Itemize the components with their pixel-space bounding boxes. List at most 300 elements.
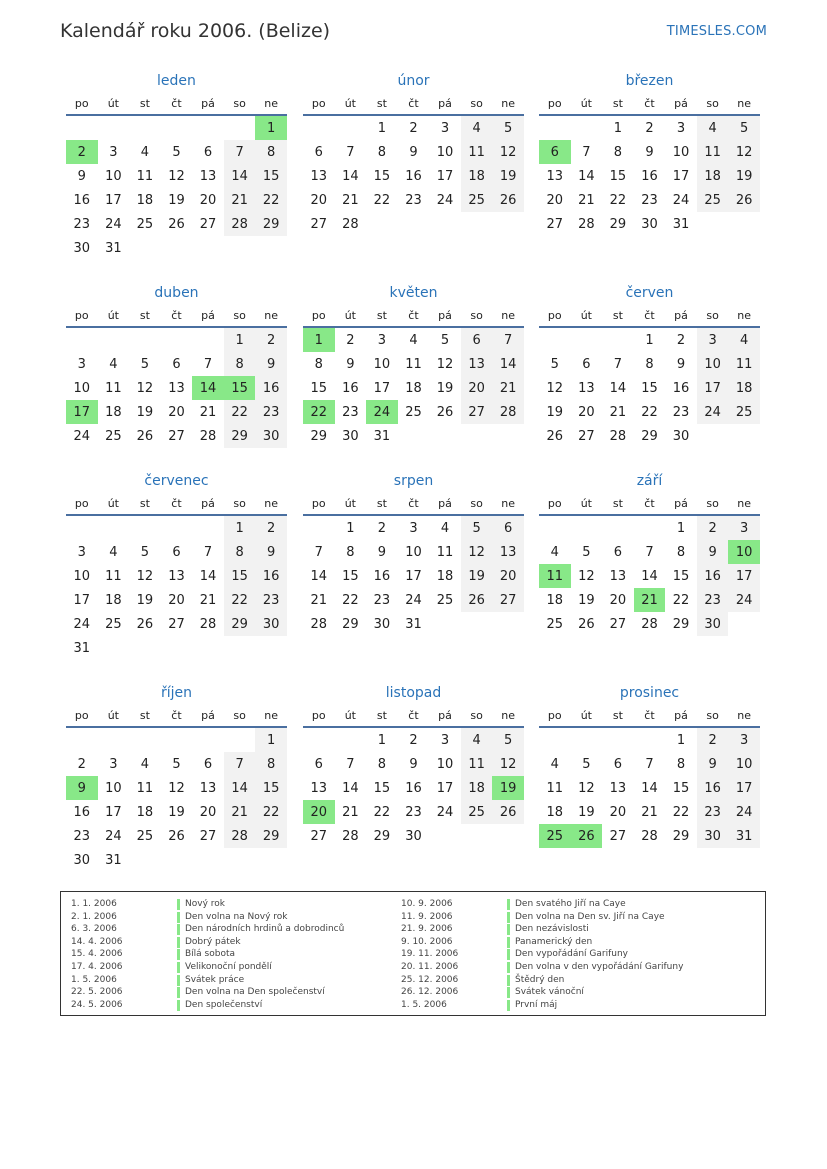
weekday-header <box>66 704 287 728</box>
weekday-label: so <box>470 97 483 110</box>
weekday-label: st <box>139 709 150 722</box>
empty-cell <box>539 516 571 540</box>
day-cell: 22 <box>672 804 690 820</box>
legend-row <box>401 923 683 936</box>
day-cell: 30 <box>342 428 359 444</box>
day-cell: 8 <box>377 144 387 160</box>
day-cell: 5 <box>582 756 591 772</box>
day-cell: 24 <box>728 800 760 824</box>
day-cell: 15 <box>255 164 287 188</box>
day-cell: 9 <box>409 144 418 160</box>
weekday-label: ne <box>501 309 516 322</box>
legend-date: 11. 9. 2006 <box>401 911 453 922</box>
day-cell: 19 <box>168 192 185 208</box>
day-cell: 31 <box>105 240 122 256</box>
empty-cell <box>571 728 603 752</box>
day-grid <box>303 116 524 236</box>
day-cell: 27 <box>199 828 217 844</box>
day-cell: 3 <box>697 328 729 352</box>
day-cell: 11 <box>136 780 154 796</box>
day-cell: 10 <box>672 144 690 160</box>
day-cell: 17 <box>105 804 122 820</box>
day-cell: 3 <box>377 332 387 348</box>
day-cell: 26 <box>492 188 524 212</box>
weekday-label: út <box>344 497 356 510</box>
day-cell: 2 <box>697 728 729 752</box>
holiday-marker-icon <box>177 937 180 948</box>
day-cell: 23 <box>373 592 391 608</box>
day-cell: 17 <box>373 380 391 396</box>
weekday-label: st <box>612 497 623 510</box>
weekday-label: pá <box>438 709 452 722</box>
day-cell: 27 <box>310 216 328 232</box>
day-cell: 28 <box>199 616 217 632</box>
day-cell: 18 <box>461 776 493 800</box>
weekday-label: út <box>344 97 356 110</box>
weekday-label: st <box>139 497 150 510</box>
holiday-marker-icon <box>177 899 180 910</box>
day-cell: 14 <box>641 568 658 584</box>
weekday-header <box>539 492 760 516</box>
weekday-label: st <box>376 497 387 510</box>
day-cell: 28 <box>641 616 658 632</box>
day-cell: 5 <box>440 332 450 348</box>
day-cell: 30 <box>73 852 91 868</box>
day-cell: 12 <box>578 568 595 584</box>
day-cell: 14 <box>492 352 524 376</box>
weekday-label: so <box>706 97 719 110</box>
holiday-legend <box>60 891 766 1016</box>
legend-date: 1. 1. 2006 <box>71 899 117 909</box>
day-cell: 2 <box>346 332 355 348</box>
day-cell: 27 <box>578 428 595 444</box>
empty-cell <box>66 328 98 352</box>
day-cell: 14 <box>224 776 256 800</box>
day-cell: 24 <box>73 428 91 444</box>
weekday-label: út <box>580 309 592 322</box>
day-cell: 11 <box>461 752 493 776</box>
weekday-label: ne <box>737 309 752 322</box>
day-grid <box>66 328 287 448</box>
month-name: prosinec <box>619 685 680 701</box>
day-cell: 19 <box>136 592 154 608</box>
empty-cell <box>192 328 224 352</box>
day-cell: 9 <box>697 540 729 564</box>
day-cell: 18 <box>728 376 760 400</box>
weekday-label: so <box>470 309 483 322</box>
weekday-label: ne <box>264 97 279 110</box>
empty-cell <box>66 728 98 752</box>
day-cell: 25 <box>697 188 729 212</box>
weekday-label: čt <box>171 309 182 322</box>
weekday-label: po <box>74 97 89 110</box>
day-cell: 11 <box>405 356 422 372</box>
day-cell: 3 <box>77 544 86 560</box>
day-cell: 5 <box>582 544 591 560</box>
day-cell: 20 <box>546 192 564 208</box>
day-cell: 1 <box>255 728 287 752</box>
weekday-label: út <box>344 309 356 322</box>
day-cell: 16 <box>641 168 658 184</box>
empty-cell <box>303 516 335 540</box>
day-cell: 29 <box>373 828 391 844</box>
day-cell: 29 <box>255 212 287 236</box>
day-cell: 17 <box>436 780 454 796</box>
day-cell: 8 <box>224 352 256 376</box>
holiday-day-cell: 15 <box>224 376 256 400</box>
month-name: srpen <box>393 473 434 489</box>
brand-logo[interactable]: TIMESLES.COM <box>666 24 767 39</box>
day-cell: 2 <box>377 520 387 536</box>
day-cell: 25 <box>546 616 564 632</box>
day-cell: 3 <box>728 516 760 540</box>
holiday-day-cell: 1 <box>255 116 287 140</box>
day-cell: 5 <box>461 516 493 540</box>
weekday-label: pá <box>438 309 452 322</box>
empty-cell <box>539 328 571 352</box>
legend-holiday-name: Dobrý pátek <box>185 936 241 947</box>
day-cell: 12 <box>136 568 154 584</box>
day-cell: 4 <box>109 356 118 372</box>
day-cell: 20 <box>199 192 217 208</box>
weekday-label: po <box>547 709 562 722</box>
day-cell: 11 <box>105 380 122 396</box>
day-cell: 7 <box>645 544 654 560</box>
legend-date: 26. 12. 2006 <box>401 987 459 998</box>
day-cell: 26 <box>578 616 595 632</box>
weekday-label: st <box>376 709 387 722</box>
day-cell: 15 <box>310 380 328 396</box>
day-cell: 7 <box>203 356 213 372</box>
weekday-header <box>303 492 524 516</box>
day-cell: 20 <box>609 592 627 608</box>
legend-row <box>71 923 344 936</box>
weekday-header <box>539 704 760 728</box>
empty-cell <box>161 516 193 540</box>
holiday-day-cell: 11 <box>539 564 571 588</box>
weekday-label: so <box>706 709 719 722</box>
holiday-day-cell: 20 <box>303 800 335 824</box>
day-cell: 23 <box>73 828 91 844</box>
legend-holiday-name: První máj <box>515 999 558 1010</box>
day-cell: 10 <box>73 380 91 396</box>
day-cell: 22 <box>641 404 658 420</box>
legend-date: 9. 10. 2006 <box>401 936 453 947</box>
empty-cell <box>634 516 666 540</box>
day-cell: 26 <box>136 616 154 632</box>
day-cell: 18 <box>436 568 454 584</box>
empty-cell <box>66 116 98 140</box>
day-grid <box>66 728 287 872</box>
weekday-label: po <box>547 97 562 110</box>
day-cell: 12 <box>546 380 564 396</box>
day-cell: 9 <box>697 752 729 776</box>
legend-row <box>401 999 683 1012</box>
weekday-label: so <box>233 497 246 510</box>
day-cell: 7 <box>492 328 524 352</box>
day-cell: 29 <box>224 424 256 448</box>
day-cell: 6 <box>314 756 323 772</box>
day-cell: 24 <box>728 588 760 612</box>
day-cell: 7 <box>613 356 623 372</box>
weekday-label: pá <box>438 497 452 510</box>
day-cell: 27 <box>461 400 493 424</box>
day-cell: 26 <box>461 588 493 612</box>
day-cell: 13 <box>199 168 217 184</box>
day-cell: 16 <box>342 380 359 396</box>
legend-date: 1. 5. 2006 <box>401 999 447 1010</box>
weekday-label: čt <box>171 97 182 110</box>
day-cell: 5 <box>492 728 524 752</box>
weekday-label: po <box>311 309 326 322</box>
day-cell: 10 <box>436 144 454 160</box>
day-cell: 21 <box>492 376 524 400</box>
day-cell: 3 <box>440 732 450 748</box>
month-name: červen <box>625 285 674 301</box>
day-grid <box>303 516 524 636</box>
day-cell: 21 <box>224 800 256 824</box>
day-cell: 25 <box>136 828 154 844</box>
day-cell: 18 <box>105 592 122 608</box>
day-cell: 6 <box>582 356 591 372</box>
day-cell: 27 <box>609 616 627 632</box>
day-cell: 4 <box>461 116 493 140</box>
day-grid <box>303 328 524 448</box>
month-listopad <box>303 684 524 848</box>
day-cell: 12 <box>492 140 524 164</box>
empty-cell <box>571 116 603 140</box>
day-grid <box>303 728 524 848</box>
holiday-day-cell: 10 <box>728 540 760 564</box>
legend-holiday-name: Svátek vánoční <box>515 987 584 998</box>
day-cell: 2 <box>409 120 418 136</box>
day-cell: 16 <box>697 776 729 800</box>
day-cell: 22 <box>672 592 690 608</box>
day-cell: 14 <box>342 780 359 796</box>
weekday-label: so <box>470 497 483 510</box>
day-cell: 23 <box>73 216 91 232</box>
day-cell: 6 <box>492 516 524 540</box>
day-cell: 5 <box>140 544 150 560</box>
day-cell: 28 <box>224 212 256 236</box>
day-cell: 25 <box>136 216 154 232</box>
day-cell: 14 <box>199 568 217 584</box>
day-cell: 6 <box>461 328 493 352</box>
day-cell: 31 <box>105 852 122 868</box>
day-cell: 12 <box>168 780 185 796</box>
legend-row <box>71 898 344 911</box>
day-cell: 26 <box>436 404 454 420</box>
legend-holiday-name: Štědrý den <box>515 974 565 985</box>
day-cell: 15 <box>672 780 690 796</box>
day-cell: 22 <box>224 400 256 424</box>
day-cell: 24 <box>405 592 422 608</box>
legend-holiday-name: Den nezávislosti <box>515 924 589 935</box>
day-cell: 21 <box>342 804 359 820</box>
day-cell: 22 <box>255 800 287 824</box>
day-cell: 10 <box>728 752 760 776</box>
day-cell: 4 <box>109 544 118 560</box>
day-cell: 3 <box>728 728 760 752</box>
day-cell: 1 <box>224 328 256 352</box>
day-cell: 14 <box>342 168 359 184</box>
day-cell: 17 <box>73 592 91 608</box>
day-cell: 21 <box>310 592 328 608</box>
empty-cell <box>571 516 603 540</box>
day-cell: 5 <box>550 356 559 372</box>
weekday-label: čt <box>644 709 655 722</box>
day-cell: 28 <box>342 828 359 844</box>
day-cell: 26 <box>728 188 760 212</box>
day-cell: 16 <box>73 804 91 820</box>
month-leden <box>66 72 287 260</box>
day-cell: 1 <box>377 732 387 748</box>
day-cell: 17 <box>728 564 760 588</box>
legend-date: 21. 9. 2006 <box>401 924 453 935</box>
day-cell: 21 <box>199 592 217 608</box>
day-cell: 19 <box>436 380 454 396</box>
day-cell: 25 <box>405 404 422 420</box>
weekday-label: pá <box>201 709 215 722</box>
month-duben <box>66 284 287 448</box>
month-name: červenec <box>144 473 209 489</box>
day-cell: 31 <box>73 640 91 656</box>
day-cell: 15 <box>342 568 359 584</box>
empty-cell <box>335 116 367 140</box>
weekday-label: čt <box>171 709 182 722</box>
holiday-marker-icon <box>507 987 510 998</box>
holiday-day-cell: 6 <box>539 140 571 164</box>
month-name: leden <box>157 73 196 89</box>
day-cell: 12 <box>168 168 185 184</box>
weekday-label: so <box>706 497 719 510</box>
day-cell: 18 <box>136 192 154 208</box>
weekday-label: pá <box>201 309 215 322</box>
weekday-label: st <box>376 309 387 322</box>
weekday-label: út <box>107 309 119 322</box>
day-cell: 21 <box>578 192 595 208</box>
day-cell: 9 <box>255 540 287 564</box>
day-cell: 7 <box>224 752 256 776</box>
day-cell: 10 <box>105 780 122 796</box>
day-cell: 21 <box>199 404 217 420</box>
day-cell: 28 <box>199 428 217 444</box>
legend-date: 19. 11. 2006 <box>401 949 459 960</box>
day-cell: 12 <box>578 780 595 796</box>
legend-row <box>71 986 344 999</box>
day-cell: 18 <box>405 380 422 396</box>
day-cell: 6 <box>172 544 181 560</box>
day-cell: 9 <box>409 756 418 772</box>
day-cell: 9 <box>645 144 654 160</box>
holiday-day-cell: 9 <box>66 776 98 800</box>
day-cell: 24 <box>105 828 122 844</box>
day-cell: 1 <box>613 120 623 136</box>
legend-date: 24. 5. 2006 <box>71 999 123 1010</box>
empty-cell <box>539 728 571 752</box>
empty-cell <box>129 328 161 352</box>
weekday-label: čt <box>644 309 655 322</box>
empty-cell <box>539 116 571 140</box>
day-grid <box>539 116 760 236</box>
weekday-label: út <box>107 709 119 722</box>
holiday-marker-icon <box>507 924 510 935</box>
day-cell: 3 <box>109 756 118 772</box>
empty-cell <box>66 516 98 540</box>
holiday-day-cell: 21 <box>634 588 666 612</box>
day-cell: 27 <box>609 828 627 844</box>
day-cell: 27 <box>199 216 217 232</box>
day-cell: 1 <box>676 732 686 748</box>
day-cell: 2 <box>255 328 287 352</box>
day-cell: 11 <box>697 140 729 164</box>
day-cell: 5 <box>172 144 181 160</box>
holiday-day-cell: 25 <box>539 824 571 848</box>
month-červen <box>539 284 760 448</box>
weekday-label: ne <box>501 97 516 110</box>
day-cell: 13 <box>310 780 328 796</box>
day-cell: 14 <box>609 380 627 396</box>
weekday-label: po <box>311 497 326 510</box>
month-červenec <box>66 472 287 660</box>
empty-cell <box>602 728 634 752</box>
legend-row <box>71 911 344 924</box>
day-cell: 7 <box>346 144 355 160</box>
day-cell: 1 <box>224 516 256 540</box>
holiday-day-cell: 2 <box>66 140 98 164</box>
legend-row <box>401 911 683 924</box>
day-cell: 4 <box>550 756 559 772</box>
weekday-label: ne <box>264 709 279 722</box>
day-cell: 27 <box>492 588 524 612</box>
day-cell: 19 <box>492 164 524 188</box>
day-cell: 26 <box>168 828 185 844</box>
month-name: únor <box>397 73 430 89</box>
day-cell: 17 <box>728 776 760 800</box>
day-cell: 15 <box>373 780 391 796</box>
day-cell: 19 <box>578 592 595 608</box>
day-cell: 16 <box>73 192 91 208</box>
day-cell: 30 <box>641 216 658 232</box>
weekday-label: ne <box>737 497 752 510</box>
day-cell: 20 <box>609 804 627 820</box>
legend-holiday-name: Den národních hrdinů a dobrodinců <box>185 924 345 935</box>
day-cell: 13 <box>609 780 627 796</box>
day-cell: 30 <box>697 612 729 636</box>
day-cell: 2 <box>77 756 86 772</box>
day-cell: 6 <box>613 544 623 560</box>
day-cell: 4 <box>550 544 559 560</box>
day-cell: 30 <box>373 616 391 632</box>
day-cell: 7 <box>645 756 654 772</box>
day-cell: 28 <box>641 828 658 844</box>
legend-date: 22. 5. 2006 <box>71 987 123 998</box>
day-cell: 15 <box>373 168 391 184</box>
day-cell: 12 <box>436 356 454 372</box>
day-cell: 17 <box>436 168 454 184</box>
legend-holiday-name: Panamerický den <box>515 936 593 947</box>
day-cell: 28 <box>492 400 524 424</box>
weekday-label: po <box>74 309 89 322</box>
holiday-marker-icon <box>177 975 180 986</box>
day-cell: 11 <box>461 140 493 164</box>
day-cell: 23 <box>641 192 658 208</box>
legend-date: 1. 5. 2006 <box>71 974 117 985</box>
weekday-header <box>66 92 287 116</box>
day-cell: 4 <box>409 332 418 348</box>
day-cell: 5 <box>172 756 181 772</box>
day-cell: 2 <box>255 516 287 540</box>
